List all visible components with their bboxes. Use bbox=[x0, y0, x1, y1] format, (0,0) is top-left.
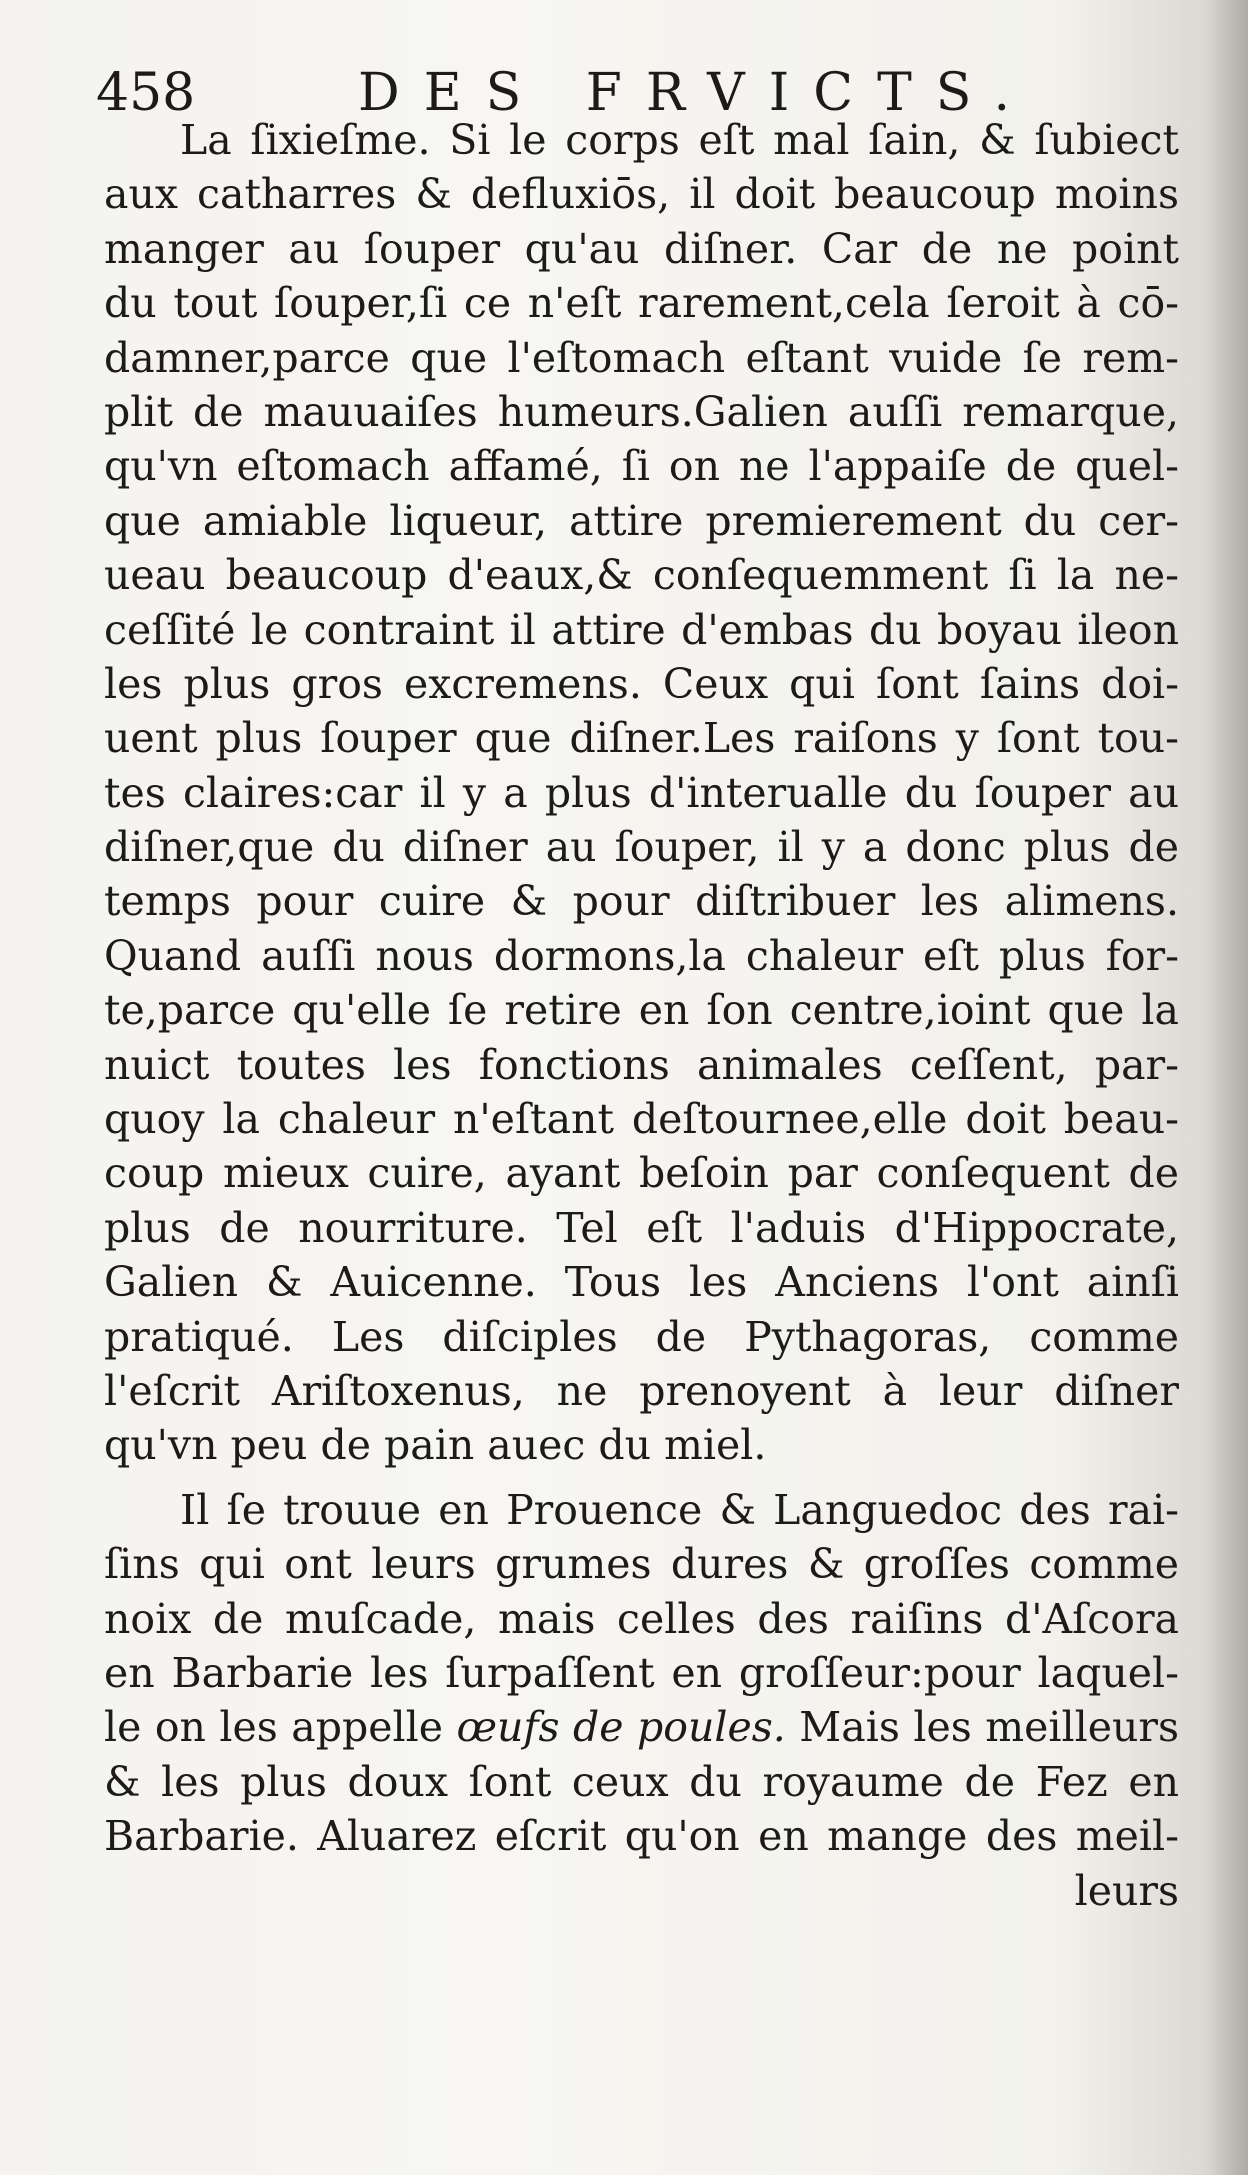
text-line: te,parce qu'elle ſe retire en ſon centre,ioint que la bbox=[104, 986, 1179, 1035]
text-line: que amiable liqueur, attire premierement du cer- bbox=[104, 496, 1179, 545]
text-line: ueau beaucoup d'eaux,& conſequemment ſi la ne- bbox=[104, 551, 1179, 600]
text-line-with-italic bbox=[104, 1700, 1179, 1754]
text-line: diſner,que du diſner au ſouper, il y a donc plus de bbox=[104, 823, 1179, 872]
text-line: ceſſité le contraint il attire d'embas du boyau ileon bbox=[104, 605, 1179, 654]
text-line: plus de nourriture. Tel eſt l'aduis d'Hippocrate, bbox=[104, 1203, 1179, 1252]
text-line: quoy la chaleur n'eſtant deſtournee,elle doit beau- bbox=[104, 1095, 1179, 1144]
text-line: coup mieux cuire, ayant beſoin par conſequent de bbox=[104, 1149, 1179, 1198]
text-line: pratiqué. Les diſciples de Pythagoras, comme bbox=[104, 1312, 1179, 1361]
text-line: Barbarie. Aluarez eſcrit qu'on en mange des meil- bbox=[104, 1812, 1179, 1861]
text-line: Quand auſſi nous dormons,la chaleur eſt plus for- bbox=[104, 931, 1179, 980]
text-line: l'eſcrit Ariſtoxenus, ne prenoyent à leur diſner bbox=[104, 1366, 1179, 1415]
text-line: du tout ſouper,ſi ce n'eſt rarement,cela ſeroit à cō- bbox=[104, 279, 1179, 328]
text-line: tes claires:car il y a plus d'interualle du ſouper au bbox=[104, 768, 1179, 817]
text-line: en Barbarie les ſurpaſſent en groſſeur:pour laquel- bbox=[104, 1648, 1179, 1697]
text-line: Galien & Auicenne. Tous les Anciens l'ont ainſi bbox=[104, 1258, 1179, 1307]
text-line: ſins qui ont leurs grumes dures & groſſes comme bbox=[104, 1540, 1179, 1589]
text-line: qu'vn eſtomach affamé, ſi on ne l'appaiſe de quel- bbox=[104, 442, 1179, 491]
text-line: aux catharres & defluxiōs, il doit beaucoup moins bbox=[104, 170, 1179, 219]
text-line: La ſixieſme. Si le corps eſt mal ſain, & ſubiect bbox=[180, 116, 1179, 164]
paragraph-2 bbox=[104, 1483, 1179, 1864]
text-line: uent plus ſouper que diſner.Les raiſons y ſont tou- bbox=[104, 714, 1179, 763]
text-run: Mais les meilleurs bbox=[785, 1703, 1179, 1752]
text-line: nuict toutes les fonctions animales ceſſent, par- bbox=[104, 1040, 1179, 1089]
text-line: temps pour cuire & pour diſtribuer les alimens. bbox=[104, 877, 1179, 926]
text-line: Il ſe trouue en Prouence & Languedoc des rai- bbox=[180, 1485, 1179, 1534]
text-line: damner,parce que l'eſtomach eſtant vuide ſe rem- bbox=[104, 333, 1179, 382]
catchword: leurs bbox=[1074, 1866, 1179, 1915]
paragraph-1 bbox=[104, 113, 1179, 1473]
text-line: les plus gros excremens. Ceux qui ſont ſains doi- bbox=[104, 659, 1179, 708]
running-title: DES FRVICTS. bbox=[358, 63, 1035, 123]
text-line: noix de muſcade, mais celles des raiſins d'Aſcora bbox=[104, 1594, 1179, 1643]
text-block bbox=[104, 113, 1179, 1918]
text-line: & les plus doux ſont ceux du royaume de Fez en bbox=[104, 1757, 1179, 1806]
text-line: qu'vn peu de pain auec du miel. bbox=[104, 1421, 767, 1470]
text-line: plit de mauuaiſes humeurs.Galien auſſi remarque, bbox=[104, 387, 1179, 436]
paragraph-gap bbox=[104, 1473, 1179, 1483]
italic-phrase: œufs de poules. bbox=[456, 1703, 786, 1752]
text-line: manger au ſouper qu'au diſner. Car de ne point bbox=[104, 224, 1179, 273]
page-edge-shadow bbox=[1208, 0, 1248, 2175]
text-run: le on les appelle bbox=[104, 1703, 457, 1752]
page-number: 458 bbox=[96, 63, 196, 123]
